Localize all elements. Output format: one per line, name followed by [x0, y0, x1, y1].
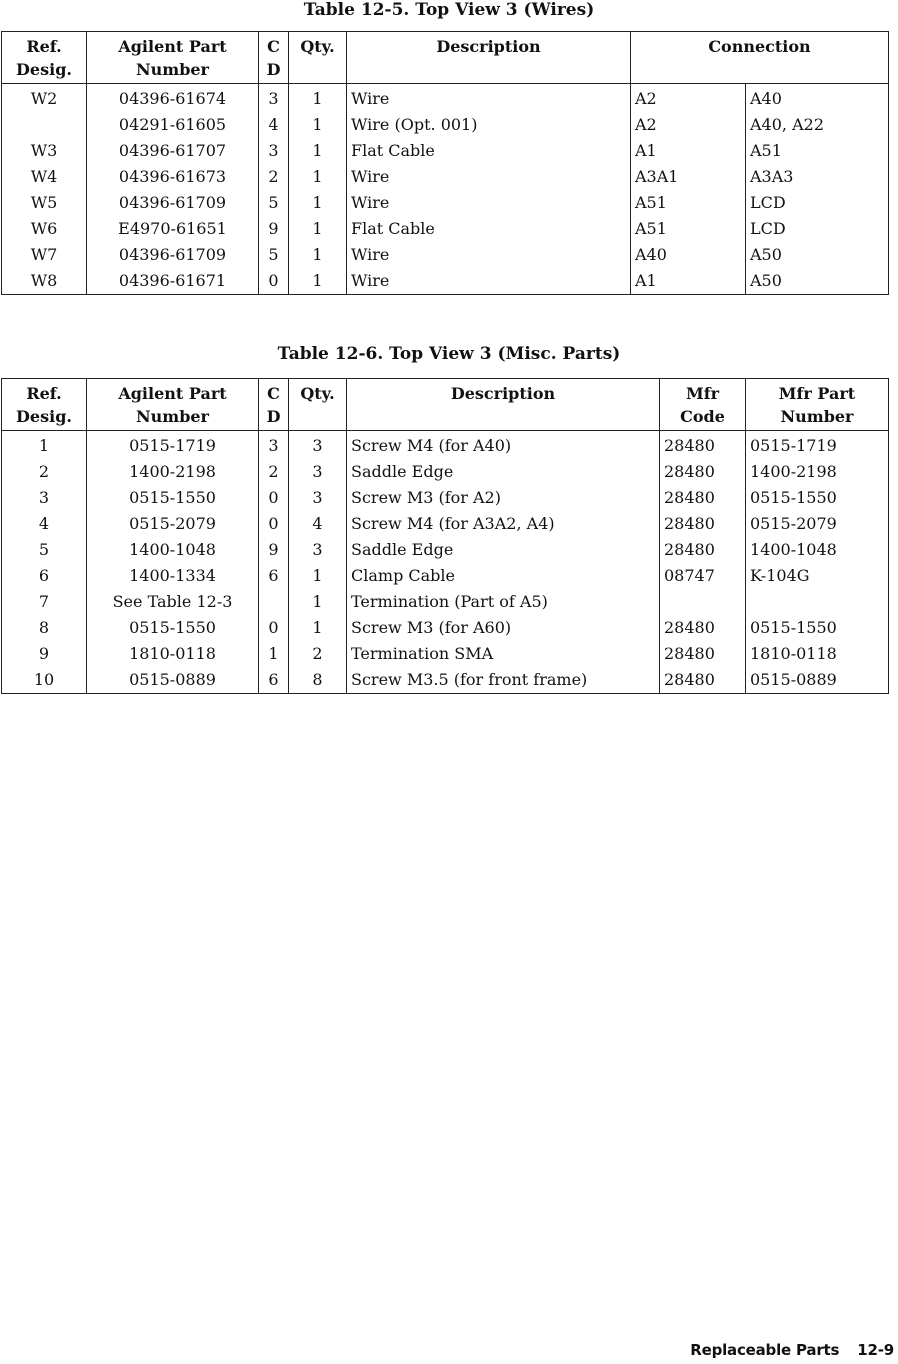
- cell-mfr-part-number: 1400-2198: [746, 459, 889, 485]
- cell-connection-from: A1: [631, 138, 746, 164]
- cell-part-number: 04291-61605: [87, 112, 259, 138]
- table-row: [2, 667, 889, 694]
- cell-qty: 1: [289, 563, 347, 589]
- table-row: [2, 459, 889, 485]
- cell-mfr-part-number: 0515-2079: [746, 511, 889, 537]
- cell-ref: W2: [30, 89, 58, 108]
- page-footer: [690, 1341, 894, 1359]
- cell-cd: 3: [259, 431, 289, 460]
- col-header-qty: Qty.: [289, 32, 347, 84]
- cell-description: Flat Cable: [347, 138, 631, 164]
- table-row: [2, 563, 889, 589]
- cell-ref: W8: [30, 271, 58, 290]
- cell-ref: [2, 112, 87, 138]
- cell-ref: 9: [38, 644, 50, 663]
- cell-description: Termination SMA: [347, 641, 660, 667]
- cell-cd: 6: [259, 667, 289, 694]
- cell-qty: 8: [289, 667, 347, 694]
- cell-mfr-part-number: K-104G: [746, 563, 889, 589]
- cell-cd: 0: [259, 511, 289, 537]
- cell-description: Termination (Part of A5): [347, 589, 660, 615]
- cell-description: Screw M3.5 (for front frame): [347, 667, 660, 694]
- cell-mfr-code: 28480: [660, 485, 746, 511]
- cell-part-number: 0515-1719: [87, 431, 259, 460]
- footer-section-title: Replaceable Parts: [690, 1341, 840, 1359]
- col-header-qty: Qty.: [289, 379, 347, 431]
- cell-ref: 1: [38, 436, 50, 455]
- table-row: [2, 216, 889, 242]
- cell-qty: 1: [289, 268, 347, 295]
- cell-part-number: 1400-1048: [87, 537, 259, 563]
- col-header-description: Description: [347, 32, 631, 84]
- table-caption-wires: Table 12-5. Top View 3 (Wires): [303, 0, 595, 20]
- cell-part-number: 04396-61709: [87, 242, 259, 268]
- cell-qty: 1: [289, 138, 347, 164]
- cell-connection-from: A2: [631, 112, 746, 138]
- table-row: [2, 242, 889, 268]
- cell-description: Wire: [347, 164, 631, 190]
- cell-mfr-code: 28480: [660, 667, 746, 694]
- cell-qty: 1: [289, 84, 347, 113]
- col-header-connection: Connection: [631, 32, 889, 84]
- table-row: [2, 511, 889, 537]
- cell-mfr-code: 28480: [660, 511, 746, 537]
- col-header-ref: Ref. Desig.: [2, 32, 87, 84]
- cell-part-number: 1400-1334: [87, 563, 259, 589]
- cell-cd: 9: [259, 537, 289, 563]
- cell-part-number: 04396-61707: [87, 138, 259, 164]
- table-row: [2, 112, 889, 138]
- cell-part-number: 04396-61674: [87, 84, 259, 113]
- cell-mfr-part-number: [746, 589, 889, 615]
- cell-ref: 7: [38, 592, 50, 611]
- cell-ref: W6: [30, 219, 58, 238]
- table-row: [2, 641, 889, 667]
- cell-part-number: E4970-61651: [87, 216, 259, 242]
- table-row: [2, 84, 889, 113]
- cell-ref: W7: [30, 245, 58, 264]
- cell-description: Wire: [347, 268, 631, 295]
- cell-connection-from: A51: [631, 216, 746, 242]
- wires-table: [1, 31, 889, 295]
- cell-qty: 1: [289, 242, 347, 268]
- cell-ref: W3: [30, 141, 58, 160]
- cell-description: Clamp Cable: [347, 563, 660, 589]
- cell-qty: 3: [289, 459, 347, 485]
- cell-connection-from: A3A1: [631, 164, 746, 190]
- table-caption-misc-parts: Table 12-6. Top View 3 (Misc. Parts): [277, 344, 621, 364]
- cell-mfr-code: 28480: [660, 459, 746, 485]
- cell-description: Flat Cable: [347, 216, 631, 242]
- misc-parts-table: [1, 378, 889, 694]
- table-row: [2, 190, 889, 216]
- cell-description: Screw M4 (for A3A2, A4): [347, 511, 660, 537]
- cell-description: Screw M3 (for A60): [347, 615, 660, 641]
- cell-qty: 3: [289, 537, 347, 563]
- cell-connection-to: A40, A22: [746, 112, 889, 138]
- cell-qty: 1: [289, 615, 347, 641]
- cell-cd: 5: [259, 190, 289, 216]
- col-header-part-number: Agilent Part Number: [87, 379, 259, 431]
- table-header-row: [2, 32, 889, 84]
- cell-ref: 2: [38, 462, 50, 481]
- cell-mfr-part-number: 0515-1550: [746, 485, 889, 511]
- table-row: [2, 138, 889, 164]
- col-header-cd: C D: [259, 32, 289, 84]
- cell-ref: 6: [38, 566, 50, 585]
- table-row: [2, 589, 889, 615]
- misc-parts-table-body: [2, 431, 889, 694]
- cell-connection-to: A50: [746, 268, 889, 295]
- cell-mfr-part-number: 1400-1048: [746, 537, 889, 563]
- cell-connection-from: A51: [631, 190, 746, 216]
- table-header-row: [2, 379, 889, 431]
- cell-mfr-code: 28480: [660, 431, 746, 460]
- cell-description: Screw M4 (for A40): [347, 431, 660, 460]
- cell-qty: 1: [289, 164, 347, 190]
- cell-cd: 6: [259, 563, 289, 589]
- cell-description: Wire (Opt. 001): [347, 112, 631, 138]
- col-header-ref: Ref. Desig.: [2, 379, 87, 431]
- cell-part-number: 0515-2079: [87, 511, 259, 537]
- cell-ref: W4: [30, 167, 58, 186]
- cell-cd: 0: [259, 485, 289, 511]
- cell-mfr-code: 28480: [660, 615, 746, 641]
- col-header-mfr-part-number: Mfr Part Number: [746, 379, 889, 431]
- col-header-cd: C D: [259, 379, 289, 431]
- cell-description: Wire: [347, 84, 631, 113]
- cell-cd: 1: [259, 641, 289, 667]
- cell-part-number: 0515-1550: [87, 615, 259, 641]
- cell-cd: 3: [259, 138, 289, 164]
- cell-ref: 4: [38, 514, 50, 533]
- cell-ref: W5: [30, 193, 58, 212]
- cell-ref: 10: [33, 670, 55, 689]
- cell-cd: 2: [259, 459, 289, 485]
- cell-qty: 3: [289, 431, 347, 460]
- cell-connection-from: A40: [631, 242, 746, 268]
- cell-mfr-part-number: 0515-1719: [746, 431, 889, 460]
- cell-description: Wire: [347, 242, 631, 268]
- cell-part-number: 04396-61671: [87, 268, 259, 295]
- cell-ref: 5: [38, 540, 50, 559]
- cell-mfr-part-number: 0515-1550: [746, 615, 889, 641]
- cell-ref: 3: [38, 488, 50, 507]
- table-row: [2, 485, 889, 511]
- cell-description: Screw M3 (for A2): [347, 485, 660, 511]
- cell-part-number: 04396-61673: [87, 164, 259, 190]
- cell-mfr-code: 28480: [660, 641, 746, 667]
- cell-connection-to: A40: [746, 84, 889, 113]
- cell-qty: 1: [289, 216, 347, 242]
- table-row: [2, 431, 889, 460]
- cell-part-number: 1400-2198: [87, 459, 259, 485]
- cell-mfr-code: 28480: [660, 537, 746, 563]
- wires-table-body: [2, 84, 889, 295]
- cell-description: Wire: [347, 190, 631, 216]
- cell-mfr-code: 08747: [660, 563, 746, 589]
- table-row: [2, 268, 889, 295]
- table-row: [2, 164, 889, 190]
- cell-connection-from: A1: [631, 268, 746, 295]
- cell-qty: 1: [289, 190, 347, 216]
- footer-page-number: 12-9: [857, 1341, 894, 1359]
- cell-qty: 4: [289, 511, 347, 537]
- cell-connection-to: A3A3: [746, 164, 889, 190]
- cell-cd: 5: [259, 242, 289, 268]
- cell-qty: 1: [289, 589, 347, 615]
- cell-cd: 0: [259, 615, 289, 641]
- cell-cd: [259, 589, 289, 615]
- cell-part-number: 1810-0118: [87, 641, 259, 667]
- cell-cd: 4: [259, 112, 289, 138]
- col-header-part-number: Agilent Part Number: [87, 32, 259, 84]
- cell-qty: 2: [289, 641, 347, 667]
- cell-cd: 3: [259, 84, 289, 113]
- cell-description: Saddle Edge: [347, 459, 660, 485]
- cell-mfr-part-number: 1810-0118: [746, 641, 889, 667]
- cell-cd: 9: [259, 216, 289, 242]
- cell-connection-to: A50: [746, 242, 889, 268]
- cell-connection-from: A2: [631, 84, 746, 113]
- col-header-description: Description: [347, 379, 660, 431]
- cell-part-number: See Table 12-3: [87, 589, 259, 615]
- cell-part-number: 0515-0889: [87, 667, 259, 694]
- table-row: [2, 537, 889, 563]
- cell-part-number: 04396-61709: [87, 190, 259, 216]
- table-row: [2, 615, 889, 641]
- cell-qty: 1: [289, 112, 347, 138]
- cell-mfr-part-number: 0515-0889: [746, 667, 889, 694]
- cell-ref: 8: [38, 618, 50, 637]
- cell-part-number: 0515-1550: [87, 485, 259, 511]
- cell-description: Saddle Edge: [347, 537, 660, 563]
- cell-connection-to: LCD: [746, 216, 889, 242]
- cell-cd: 0: [259, 268, 289, 295]
- cell-cd: 2: [259, 164, 289, 190]
- cell-connection-to: LCD: [746, 190, 889, 216]
- cell-mfr-code: [660, 589, 746, 615]
- cell-qty: 3: [289, 485, 347, 511]
- cell-connection-to: A51: [746, 138, 889, 164]
- col-header-mfr-code: Mfr Code: [660, 379, 746, 431]
